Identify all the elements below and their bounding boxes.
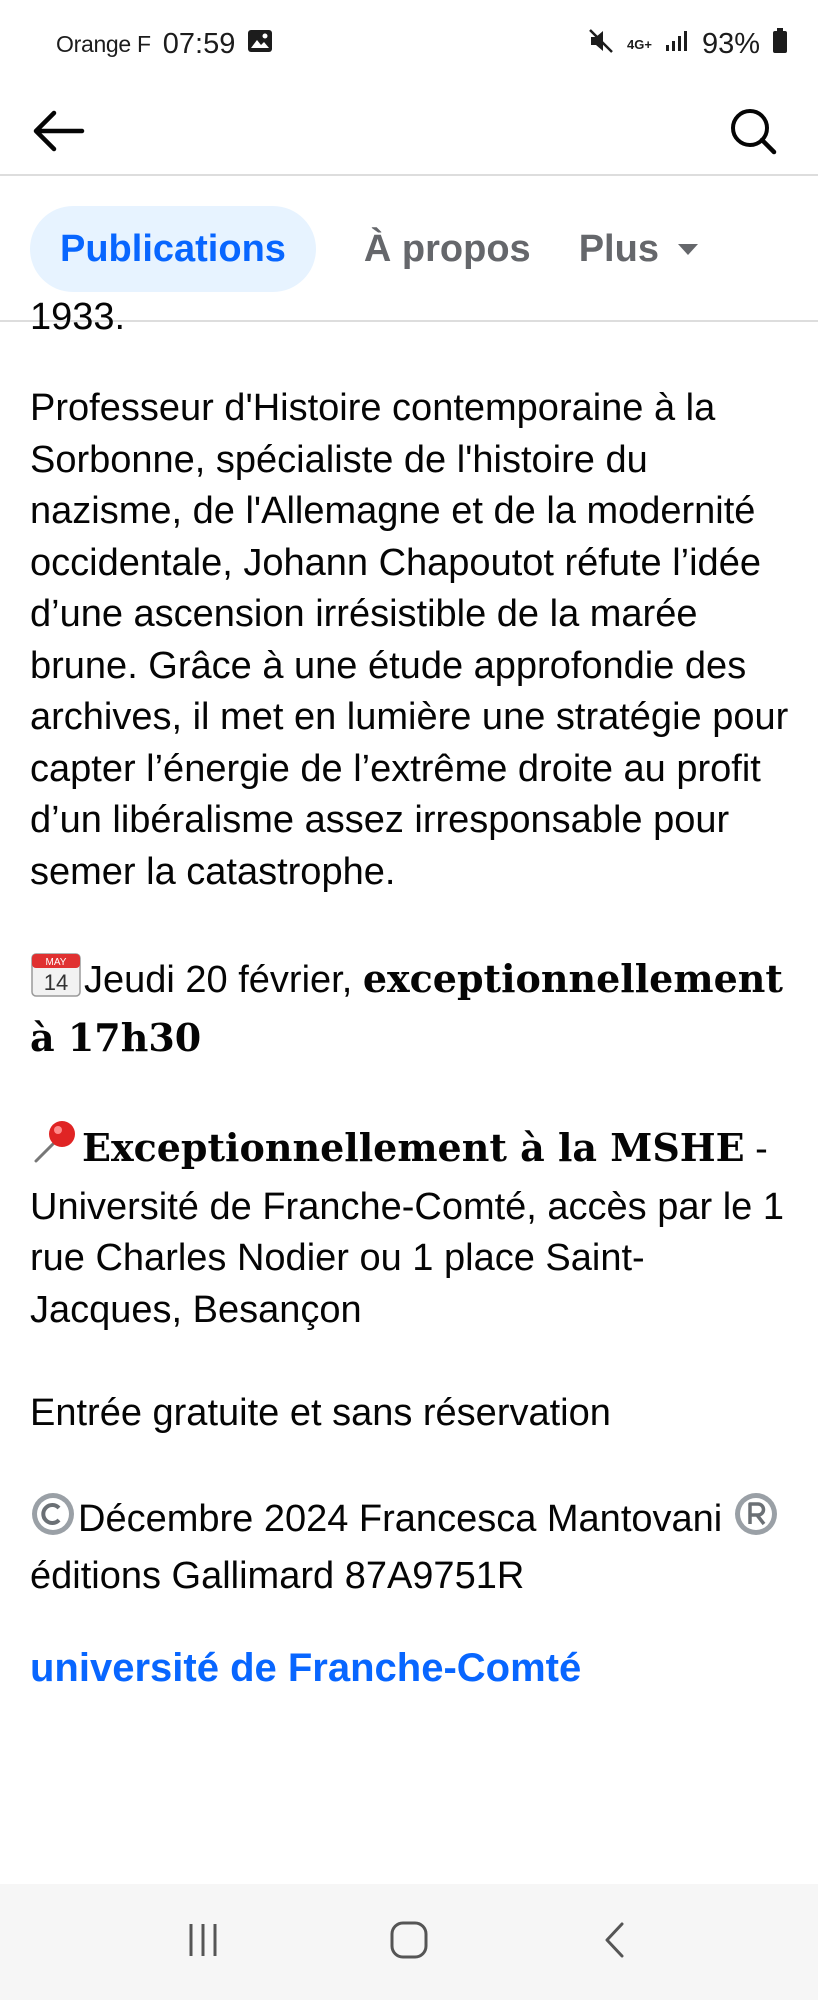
- registered-icon: [733, 1491, 779, 1552]
- tab-bar: [0, 178, 818, 322]
- pushpin-icon: [30, 1117, 80, 1182]
- app-header: [0, 88, 818, 176]
- mute-icon: [587, 27, 615, 62]
- recent-apps-icon: [183, 1920, 223, 1960]
- post-content: [30, 302, 790, 1695]
- battery-icon: [772, 28, 788, 61]
- status-bar: [0, 0, 818, 88]
- credits-text-2: éditions Gallimard 87A9751R: [30, 1555, 525, 1597]
- location-text: - Université de Franche-Comté, accès par le 1 rue Charles Nodier ou 1 place Saint-Jacques, Besançon: [30, 1128, 784, 1331]
- post-paragraph-entry: Entrée gratuite et sans réservation: [30, 1391, 611, 1434]
- system-nav-bar: [0, 1884, 818, 2000]
- search-button[interactable]: [724, 102, 782, 160]
- calendar-icon: [30, 950, 82, 1013]
- date-time-bold: exceptionnellement à 17h30: [30, 955, 783, 1060]
- university-link[interactable]: université de Franche-Comté: [30, 1645, 582, 1690]
- caret-down-icon: [677, 242, 699, 256]
- date-text: Jeudi 20 février,: [84, 958, 363, 1001]
- back-button[interactable]: [30, 102, 88, 160]
- post-paragraph-date: [30, 950, 790, 1066]
- system-back-button[interactable]: [595, 1920, 635, 1965]
- credits-text-1: Décembre 2024 Francesca Mantovani: [78, 1497, 733, 1540]
- status-left: [56, 28, 273, 61]
- location-bold: Exceptionnellement à la MSHE: [82, 1125, 745, 1170]
- recent-apps-button[interactable]: [183, 1920, 223, 1965]
- carrier-name: Orange F: [56, 30, 151, 57]
- post-paragraph-description: Professeur d'Histoire contemporaine à la Sorbonne, spécialiste de l'histoire du nazisme, de l'Allemagne et de la modernité occidentale, Johann Chapoutot réfute l’idée d’une ascension irrésistible de la marée brune. Grâce à une étude approfondie des archives, il met en lumière une stratégie pour capter l’énergie de l’extrême droite au profit d’un libéralisme assez irresponsable pour semer la catastrophe.: [30, 387, 789, 893]
- cut-off-text: 1933.: [30, 302, 126, 332]
- arrow-left-icon: [32, 109, 86, 153]
- calendar-month: MAY: [45, 956, 67, 968]
- post-paragraph-location: [30, 1117, 790, 1336]
- home-icon: [389, 1920, 429, 1960]
- tab-more-label: Plus: [578, 227, 659, 270]
- tab-about[interactable]: À propos: [363, 227, 531, 270]
- tab-publications[interactable]: Publications: [30, 206, 316, 292]
- network-type: 4G+: [627, 36, 652, 52]
- battery-level: 93%: [701, 27, 760, 60]
- home-button[interactable]: [389, 1920, 429, 1965]
- tab-more[interactable]: [579, 206, 699, 292]
- copyright-icon: [30, 1491, 76, 1552]
- status-time: 07:59: [162, 27, 236, 60]
- post-paragraph-credits: [30, 1491, 790, 1603]
- status-right: [587, 27, 788, 62]
- search-icon: [729, 107, 777, 155]
- signal-icon: [664, 29, 690, 60]
- chevron-left-icon: [595, 1920, 635, 1960]
- gallery-icon: [247, 29, 273, 60]
- calendar-day: 14: [43, 969, 69, 995]
